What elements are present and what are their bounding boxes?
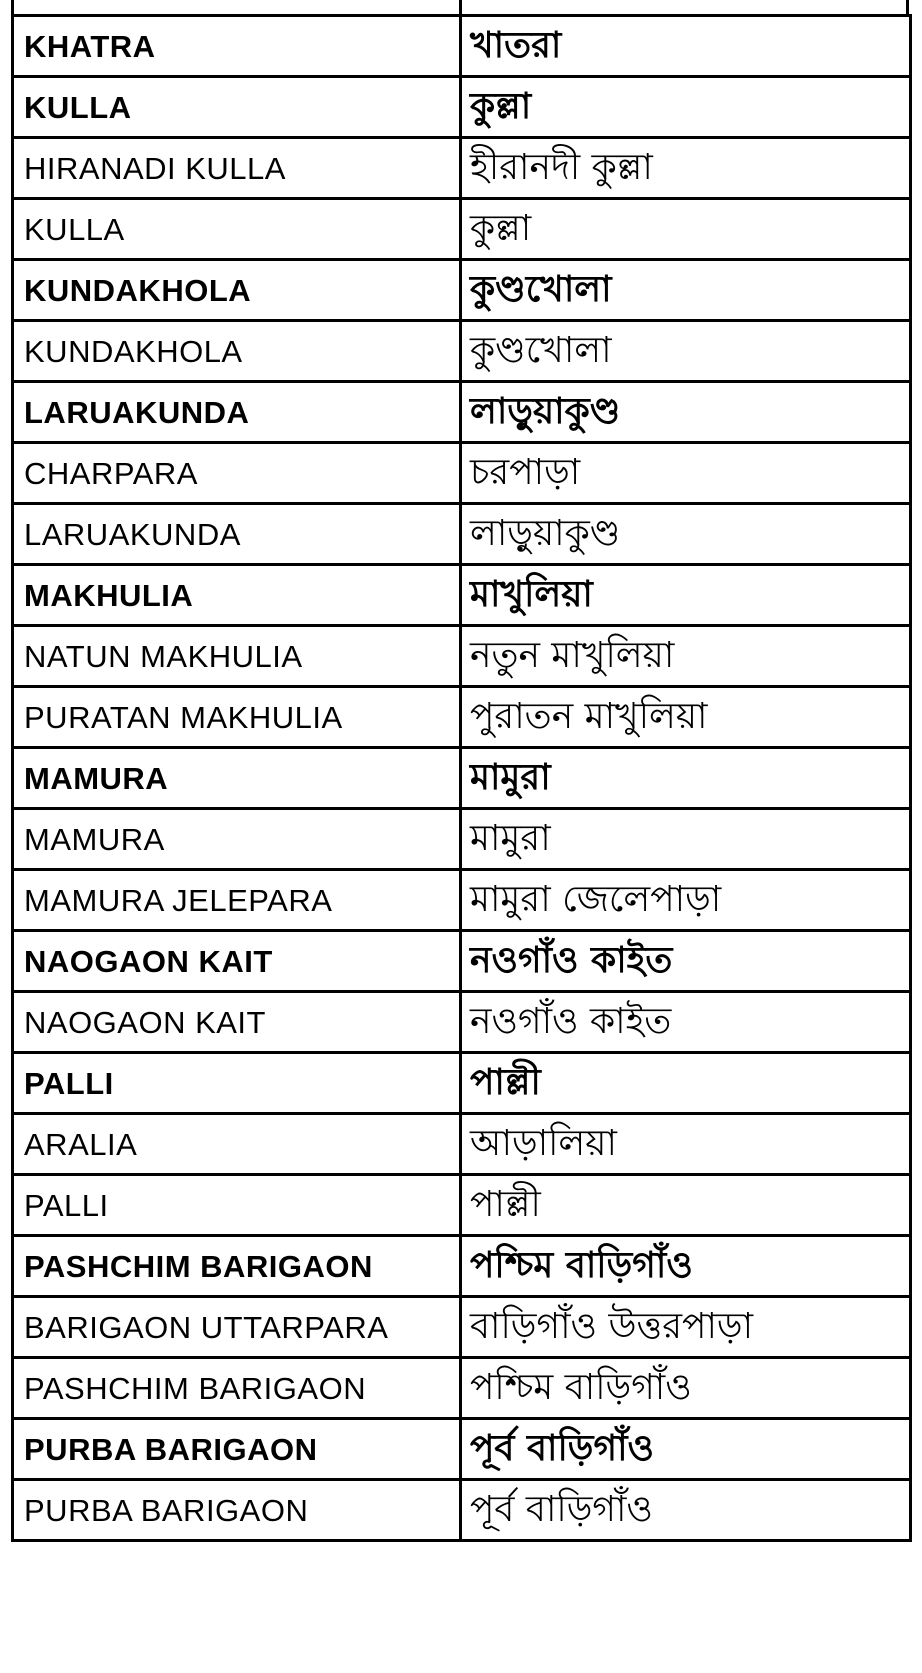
bengali-name-cell: হীরানদী কুল্লা [461, 138, 911, 199]
english-name-cell: KUNDAKHOLA [13, 260, 461, 321]
english-name-cell: HIRANADI KULLA [13, 138, 461, 199]
column-border-stub-right [906, 0, 909, 14]
bengali-name-cell: কুণ্ডখোলা [461, 321, 911, 382]
english-name-cell: MAMURA [13, 748, 461, 809]
table-row [13, 1480, 911, 1541]
english-name-cell: NATUN MAKHULIA [13, 626, 461, 687]
bengali-name-cell: পূর্ব বাড়িগাঁও [461, 1480, 911, 1541]
english-name-cell: KUNDAKHOLA [13, 321, 461, 382]
english-name-cell: KULLA [13, 77, 461, 138]
bengali-name-cell: লাড়ুয়াকুণ্ড [461, 382, 911, 443]
english-name-cell: ARALIA [13, 1114, 461, 1175]
bengali-name-cell: নতুন মাখুলিয়া [461, 626, 911, 687]
bengali-name-cell: আড়ালিয়া [461, 1114, 911, 1175]
bengali-name-cell: পশ্চিম বাড়িগাঁও [461, 1358, 911, 1419]
table-row [13, 199, 911, 260]
english-name-cell: MAMURA JELEPARA [13, 870, 461, 931]
english-name-cell: BARIGAON UTTARPARA [13, 1297, 461, 1358]
table-row-group-header [13, 260, 911, 321]
table-row-group-header [13, 931, 911, 992]
table-row-group-header [13, 565, 911, 626]
bengali-name-cell: পশ্চিম বাড়িগাঁও [461, 1236, 911, 1297]
bengali-name-cell: চরপাড়া [461, 443, 911, 504]
table-row [13, 1114, 911, 1175]
bengali-name-cell: কুল্লা [461, 199, 911, 260]
table-row [13, 992, 911, 1053]
table-row-group-header [13, 77, 911, 138]
english-name-cell: PURBA BARIGAON [13, 1480, 461, 1541]
english-name-cell: CHARPARA [13, 443, 461, 504]
bengali-name-cell: খাতরা [461, 16, 911, 77]
table-row [13, 443, 911, 504]
english-name-cell: PURATAN MAKHULIA [13, 687, 461, 748]
table-row-group-header [13, 748, 911, 809]
bengali-name-cell: কুল্লা [461, 77, 911, 138]
bengali-name-cell: মাখুলিয়া [461, 565, 911, 626]
bengali-name-cell: পূর্ব বাড়িগাঁও [461, 1419, 911, 1480]
english-name-cell: KHATRA [13, 16, 461, 77]
bengali-name-cell: মামুরা [461, 809, 911, 870]
table-row [13, 687, 911, 748]
table-row [13, 626, 911, 687]
table-row [13, 1297, 911, 1358]
table-row-group-header [13, 1419, 911, 1480]
english-name-cell: NAOGAON KAIT [13, 992, 461, 1053]
table-row [13, 1358, 911, 1419]
bengali-name-cell: পুরাতন মাখুলিয়া [461, 687, 911, 748]
english-name-cell: MAMURA [13, 809, 461, 870]
english-name-cell: PALLI [13, 1175, 461, 1236]
english-name-cell: NAOGAON KAIT [13, 931, 461, 992]
table-row-group-header [13, 1053, 911, 1114]
english-name-cell: KULLA [13, 199, 461, 260]
place-name-table [11, 14, 912, 1542]
bengali-name-cell: নওগাঁও কাইত [461, 931, 911, 992]
bengali-name-cell: মামুরা জেলেপাড়া [461, 870, 911, 931]
table-row [13, 870, 911, 931]
table-row [13, 1175, 911, 1236]
bengali-name-cell: পাল্লী [461, 1175, 911, 1236]
bengali-name-cell: বাড়িগাঁও উত্তরপাড়া [461, 1297, 911, 1358]
english-name-cell: PASHCHIM BARIGAON [13, 1236, 461, 1297]
english-name-cell: PALLI [13, 1053, 461, 1114]
english-name-cell: PASHCHIM BARIGAON [13, 1358, 461, 1419]
table-row-group-header [13, 16, 911, 77]
table-row-group-header [13, 382, 911, 443]
english-name-cell: PURBA BARIGAON [13, 1419, 461, 1480]
bengali-name-cell: পাল্লী [461, 1053, 911, 1114]
place-name-table-body [13, 16, 911, 1541]
column-border-stub-left [11, 0, 14, 14]
english-name-cell: LARUAKUNDA [13, 504, 461, 565]
english-name-cell: MAKHULIA [13, 565, 461, 626]
column-border-stub-middle [459, 0, 462, 14]
table-row-group-header [13, 1236, 911, 1297]
table-row [13, 809, 911, 870]
bengali-name-cell: নওগাঁও কাইত [461, 992, 911, 1053]
english-name-cell: LARUAKUNDA [13, 382, 461, 443]
table-row [13, 321, 911, 382]
bengali-name-cell: মামুরা [461, 748, 911, 809]
bengali-name-cell: লাড়ুয়াকুণ্ড [461, 504, 911, 565]
bengali-name-cell: কুণ্ডখোলা [461, 260, 911, 321]
table-row [13, 504, 911, 565]
table-row [13, 138, 911, 199]
